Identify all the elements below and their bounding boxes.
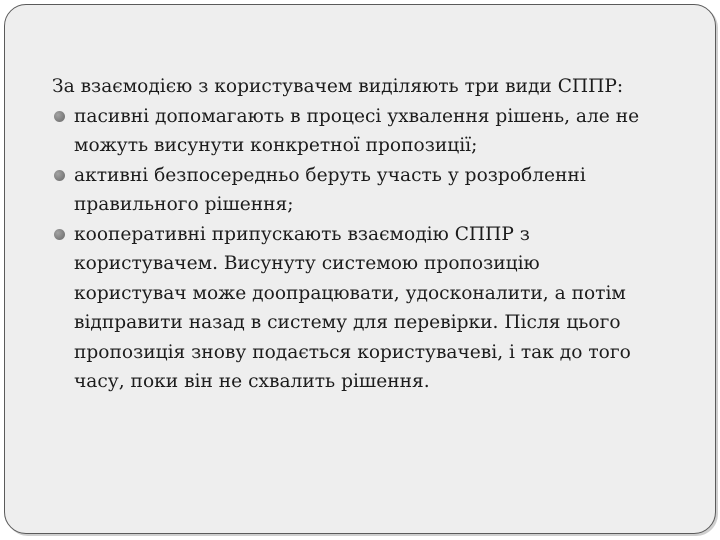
bullet-line: відправити назад в систему для перевірки. Після цього — [74, 312, 621, 333]
bullet-line: активні безпосередньо беруть участь у розробленні — [74, 164, 586, 186]
bullet-line: кооперативні припускають взаємодію СППР з — [74, 223, 530, 245]
slide-frame — [4, 4, 716, 534]
bullet-line: можуть висунути конкретної пропозиції; — [74, 135, 478, 156]
bullet-line: пропозиція знову подається користувачеві, і так до того — [74, 341, 631, 363]
bullet-line: правильного рішення; — [74, 194, 294, 215]
bullet-line: пасивні допомагають в процесі ухвалення рішень, але не — [74, 105, 640, 127]
bullet-line: користувачем. Висунуту системою пропозицію — [74, 253, 540, 274]
bullet-list — [52, 102, 702, 397]
bullet-dot-icon — [54, 229, 65, 240]
bullet-item-active — [52, 161, 702, 220]
bullet-line: користувач може доопрацювати, удосконалити, а потім — [74, 282, 626, 304]
intro-text: За взаємодією з користувачем виділяють три види СППР: — [52, 76, 624, 97]
bullet-dot-icon — [54, 170, 65, 181]
bullet-item-cooperative — [52, 220, 702, 397]
bullet-dot-icon — [54, 111, 65, 122]
slide-content — [52, 72, 702, 397]
bullet-line: часу, поки він не схвалить рішення. — [74, 371, 430, 392]
bullet-item-passive — [52, 102, 702, 161]
